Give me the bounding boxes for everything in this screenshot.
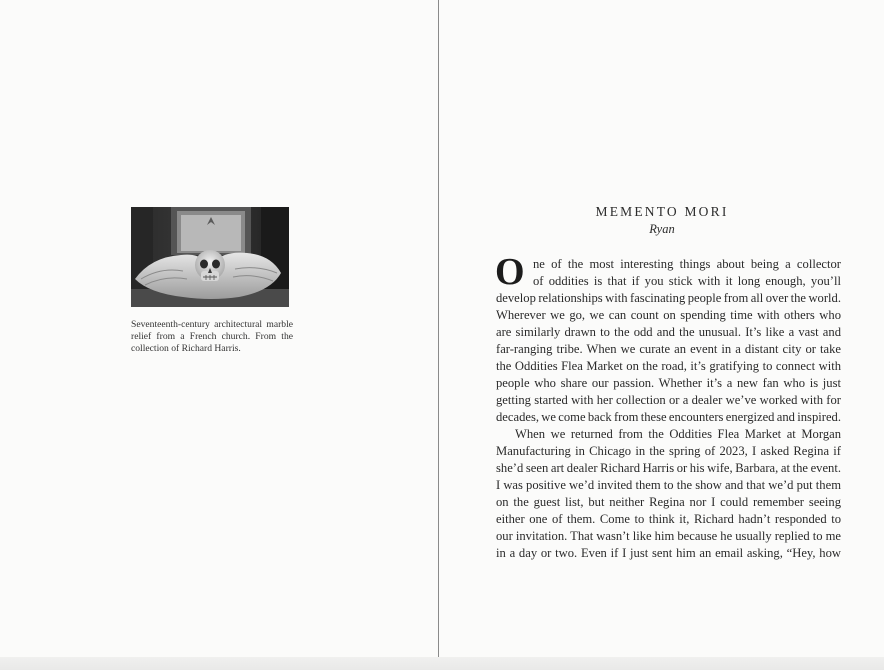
text-line: Manufacturing in Chicago in the spring of 2023, I asked Regina if xyxy=(496,444,841,458)
text-line: I was positive we’d invited them to the show and that we’d put them xyxy=(496,478,841,492)
text-line: Wherever we go, we can count on spending time with others who xyxy=(496,308,841,322)
text-line: ne of the most interesting things about being a collector xyxy=(533,257,841,271)
chapter-title: MEMENTO MORI xyxy=(595,204,729,219)
bottom-edge xyxy=(0,657,884,670)
dropcap-paragraph xyxy=(495,251,841,293)
chapter-author: Ryan xyxy=(649,222,675,236)
text-line: develop relationships with fascinating people from all over the world. xyxy=(496,291,841,305)
text-line: on the guest list, but neither Regina nor I could remember seeing xyxy=(496,495,841,509)
page-gutter xyxy=(438,0,439,657)
text-line: When we returned from the Oddities Flea Market at Morgan xyxy=(515,427,841,441)
drop-cap: O xyxy=(495,251,525,293)
text-line: our invitation. That wasn’t like him because he usually replied to me xyxy=(496,529,841,543)
photo-caption: Seventeenth-century architectural marble relief from a French church. From the collection of Richard Harris. xyxy=(131,319,293,355)
text-line: decades, we come back from these encounters energized and inspired. xyxy=(496,410,841,424)
skull-relief-photo xyxy=(131,207,289,307)
text-line: are similarly drawn to the odd and the unusual. It’s like a vast and xyxy=(496,325,841,339)
text-line: of oddities is that if you stick with it long enough, you’ll xyxy=(533,274,841,288)
body-text xyxy=(495,251,841,562)
text-line: in a day or two. Even if I just sent him an email asking, “Hey, how xyxy=(496,546,841,560)
text-line: people who share our passion. Whether it’s a new fan who is just xyxy=(496,376,841,390)
text-line: either one of them. Come to think it, Richard hadn’t responded to xyxy=(496,512,841,526)
text-line: the Oddities Flea Market on the road, it’s gratifying to connect with xyxy=(496,359,841,373)
text-line: she’d seen art dealer Richard Harris or his wife, Barbara, at the event. xyxy=(496,461,841,475)
text-line: far-ranging tribe. When we curate an event in a distant city or take xyxy=(496,342,841,356)
text-line: getting started with her collection or a dealer we’ve worked with for xyxy=(496,393,841,407)
